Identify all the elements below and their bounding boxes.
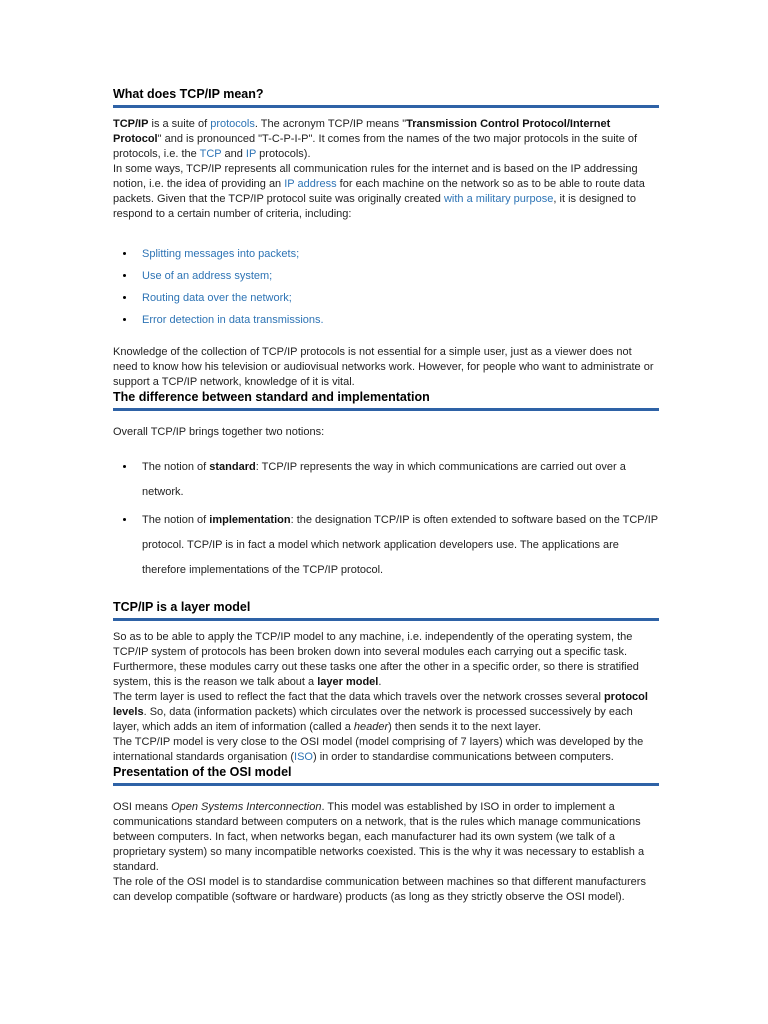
text-run: Transmission Control Protocol/Internet Protocol bbox=[113, 118, 611, 145]
text-run: " and is pronounced "T-C-P-I-P". It comes from the names of the two major protocols in the suite of protocols, i.e. the bbox=[113, 133, 638, 160]
text-run: layer model bbox=[317, 676, 379, 688]
text-run: The notion of bbox=[142, 514, 210, 526]
hyperlink[interactable]: Error detection in data transmissions. bbox=[142, 314, 324, 326]
paragraph bbox=[113, 800, 659, 875]
text-run: ) in order to standardise communications between computers. bbox=[312, 751, 614, 763]
hyperlink[interactable]: Splitting messages into packets; bbox=[142, 248, 300, 260]
text-run: . This model was established by ISO in order to implement a communications standard between computers on a network, that is the rules which manage communications between computers. In fact, when networks began, each manufacturer had its own system (we talk of a proprietary system) so many incompatible networks coexisted. This is the why it was necessary to establish a standard. bbox=[113, 801, 645, 873]
hyperlink[interactable]: with a military purpose bbox=[443, 193, 554, 205]
hyperlink[interactable]: IP bbox=[245, 148, 257, 160]
text-run: Open Systems Interconnection bbox=[171, 801, 322, 813]
text-run: TCP/IP bbox=[113, 118, 149, 130]
text-run: . The acronym TCP/IP means " bbox=[254, 118, 407, 130]
hyperlink[interactable]: Routing data over the network; bbox=[142, 292, 292, 304]
list-item bbox=[136, 508, 659, 583]
text-run: : the designation TCP/IP is often extended to software based on the TCP/IP protocol. TCP/IP is in fact a model which network application developers use. The applications are therefore implementations of the TCP/IP protocol. bbox=[142, 514, 658, 576]
bullet-list bbox=[113, 247, 659, 328]
section-heading: The difference between standard and implementation bbox=[113, 390, 659, 411]
hyperlink[interactable]: ISO bbox=[294, 751, 313, 763]
text-run: In some ways, TCP/IP represents all communication rules for the internet and is based on the IP addressing notion, i.e. the idea of providing an bbox=[113, 163, 638, 190]
text-run: and bbox=[221, 148, 246, 160]
list-item bbox=[136, 247, 659, 262]
text-run: . bbox=[378, 676, 382, 688]
paragraph bbox=[113, 162, 659, 222]
text-run: , it is designed to respond to a certain number of criteria, including: bbox=[113, 193, 636, 220]
document-page bbox=[113, 87, 659, 905]
paragraph bbox=[113, 345, 659, 390]
text-run: protocols). bbox=[256, 148, 311, 160]
text-run: So as to be able to apply the TCP/IP model to any machine, i.e. independently of the operating system, the TCP/IP system of protocols has been broken down into several modules each carrying out a specific task. Furthermore, these modules carry out these tasks one after the other in a specific order, so there is stratified system, this is the reason we talk about a bbox=[113, 631, 639, 688]
hyperlink[interactable]: IP address bbox=[284, 178, 337, 190]
paragraph bbox=[113, 690, 659, 735]
text-run: The role of the OSI model is to standardise communication between machines so that different manufacturers can develop compatible (software or hardware) products (as long as they strictly observe the OSI model). bbox=[113, 876, 646, 903]
text-run: The notion of bbox=[142, 461, 210, 473]
text-run: OSI means bbox=[113, 801, 172, 813]
section-difference-standard-implementation bbox=[113, 390, 659, 583]
section-heading: What does TCP/IP mean? bbox=[113, 87, 659, 108]
hyperlink[interactable]: Use of an address system; bbox=[142, 270, 273, 282]
list-item bbox=[136, 291, 659, 306]
text-run: : TCP/IP represents the way in which communications are carried out over a network. bbox=[142, 461, 626, 498]
text-run: header bbox=[353, 721, 389, 733]
text-run: Knowledge of the collection of TCP/IP protocols is not essential for a simple user, just as a viewer does not need to know how his television or audiovisual networks work. However, for people who want to administrate or support a TCP/IP network, knowledge of it is vital. bbox=[113, 346, 654, 388]
paragraph bbox=[113, 630, 659, 690]
paragraph bbox=[113, 735, 659, 765]
list-item bbox=[136, 455, 659, 505]
paragraph bbox=[113, 875, 659, 905]
hyperlink[interactable]: TCP bbox=[199, 148, 222, 160]
bullet-list bbox=[113, 455, 659, 583]
text-run: is a suite of bbox=[148, 118, 211, 130]
list-item bbox=[136, 269, 659, 284]
text-run: ) then sends it to the next layer. bbox=[388, 721, 542, 733]
section-tcpip-layer-model bbox=[113, 600, 659, 765]
list-item bbox=[136, 313, 659, 328]
paragraph bbox=[113, 117, 659, 162]
text-run: The term layer is used to reflect the fact that the data which travels over the network crosses several bbox=[113, 691, 604, 703]
section-heading: TCP/IP is a layer model bbox=[113, 600, 659, 621]
section-presentation-osi-model bbox=[113, 765, 659, 905]
text-run: protocol levels bbox=[113, 691, 648, 718]
paragraph bbox=[113, 425, 659, 440]
text-run: The TCP/IP model is very close to the OSI model (model comprising of 7 layers) which was developed by the international standards organisation ( bbox=[113, 736, 644, 763]
text-run: Overall TCP/IP brings together two notions: bbox=[113, 426, 325, 438]
section-heading: Presentation of the OSI model bbox=[113, 765, 659, 786]
hyperlink[interactable]: protocols bbox=[210, 118, 255, 130]
text-run: implementation bbox=[209, 514, 291, 526]
text-run: . So, data (information packets) which circulates over the network is processed successively by each layer, which adds an item of information (called a bbox=[113, 706, 633, 733]
text-run: for each machine on the network so as to be able to route data packets. Given that the TCP/IP protocol suite was originally created bbox=[113, 178, 645, 205]
section-what-does-tcpip-mean bbox=[113, 87, 659, 390]
text-run: standard bbox=[209, 461, 256, 473]
